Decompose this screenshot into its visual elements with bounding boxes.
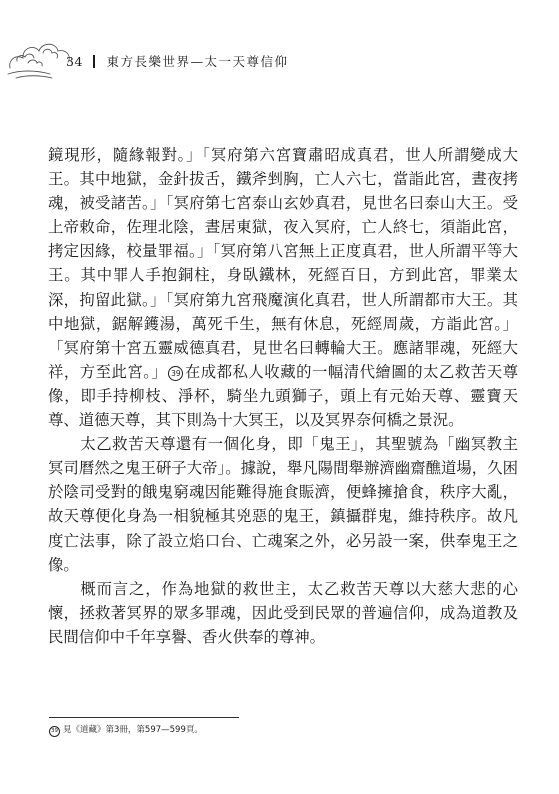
page-number: 34 — [66, 54, 83, 69]
paragraph-2: 太乙救苦天尊還有一個化身，即「鬼王」，其聖號為「幽冥教主冥司曆然之鬼王硏子大帝」。據說，舉凡陽間舉辦濟幽齋醮道場，久困於陰司受對的餓鬼窮魂因能難得施食賑濟，便蜂擁搶食，秩序大亂，故天尊便化身為一相貌極其兇惡的鬼王，鎮攝群鬼，維持秩序。故凡度亡法事，除了設立焰口台、亡魂案之外，必另設一案，供奉鬼王之像。 — [48, 435, 518, 574]
footnote-marker: 39 — [49, 726, 60, 737]
paragraph-1-continuation: 在成都私人收藏的一幅清代繪圖的太乙救苦天尊像，即手持柳枝、淨杯，騎坐九頭獅子，頭上有元始天尊、靈寶天尊、道德天尊，其下則為十大冥王，以及冥界奈何橋之景況。 — [48, 362, 518, 430]
paragraph-1-text: 鏡現形，隨緣報對。」「冥府第六宮寶肅昭成真君，世人所謂變成大王。其中地獄，金針拔舌，鐵斧剉胸，亡人六七，當詣此宮，晝夜拷魂，被受諸苦。」「冥府第七宮泰山玄妙真君，見世名曰泰山大王。受上帝敕命，佐理北陰，晝居東獄，夜入冥府，亡人終七，須詣此宮，拷定因緣，校量罪福。」「冥府第八宮無上正度真君，世人所謂平等大王。其中罪人手抱銅柱，身臥鐵林，死經百日，方到此宮，罪業太深，拘留此獄。」「冥府第九宮飛魔演化真君，世人所謂都市大王。其中地獄，鋸解鑊湯，萬死千生，無有休息，死經周歲，方詣此宮。」「冥府第十宮五靈威德真君，見世名曰轉輪大王。應諸罪魂，死經大祥，方至此宮。」 — [48, 146, 518, 381]
footnote-reference-marker: 39 — [168, 366, 183, 381]
cloud-ornament-icon — [6, 30, 74, 80]
paragraph-3: 概而言之，作為地獄的救世主，太乙救苦天尊以大慈大悲的心懷，拯救著冥界的眾多罪魂，因此受到民眾的普遍信仰，成為道教及民間信仰中千年享譽、香火供奉的尊神。 — [48, 579, 518, 646]
footnote — [49, 724, 203, 737]
book-title: 東方長樂世界—太一天尊信仰 — [106, 54, 289, 69]
paragraph-1 — [48, 143, 518, 432]
footnote-text: 見《道藏》第3冊，第597—599頁。 — [63, 725, 203, 735]
footnote-rule — [49, 717, 239, 718]
main-body-text — [48, 143, 518, 649]
running-header — [66, 54, 519, 70]
header-separator — [93, 55, 95, 68]
